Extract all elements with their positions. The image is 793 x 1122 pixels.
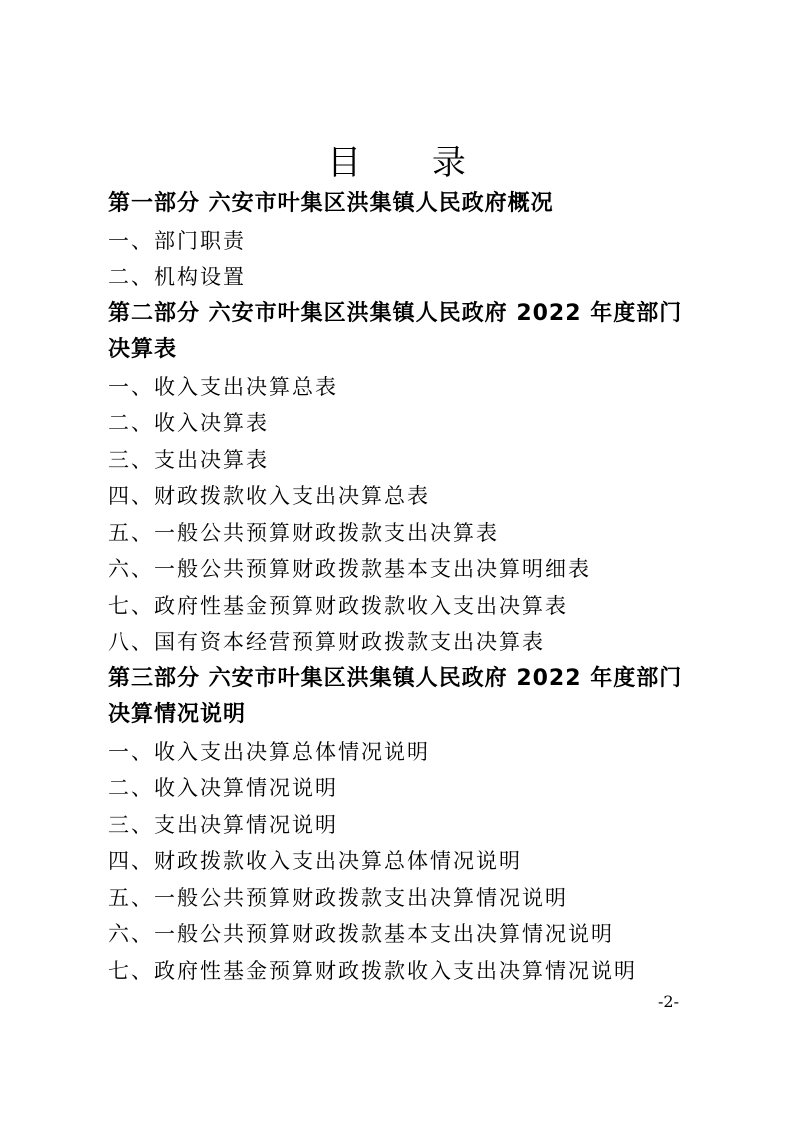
- toc-section-3: [108, 661, 698, 990]
- page-number: -2-: [658, 992, 679, 1011]
- toc-item: 五、一般公共预算财政拨款支出决算表: [108, 520, 499, 545]
- toc-item: 五、一般公共预算财政拨款支出决算情况说明: [108, 885, 568, 910]
- toc-item: 八、国有资本经营预算财政拨款支出决算表: [108, 630, 545, 654]
- section-heading-continued: 决算情况说明: [108, 702, 247, 727]
- toc-item: 四、财政拨款收入支出决算总体情况说明: [108, 849, 522, 873]
- toc-item: 六、一般公共预算财政拨款基本支出决算情况说明: [108, 922, 614, 946]
- toc-item: 二、机构设置: [108, 265, 246, 289]
- toc-item: 三、支出决算情况说明: [108, 812, 338, 837]
- toc-section-1: [108, 186, 698, 296]
- page-title: 目 录: [327, 143, 496, 183]
- toc-item: 三、支出决算表: [108, 447, 269, 472]
- section-heading: 第二部分 六安市叶集区洪集镇人民政府 2022 年度部门: [108, 300, 683, 326]
- toc-item: 二、收入决算表: [108, 411, 269, 435]
- toc-item: 一、部门职责: [108, 228, 246, 253]
- toc-item: 一、收入支出决算总体情况说明: [108, 739, 430, 764]
- toc-item: 四、财政拨款收入支出决算总表: [108, 484, 430, 508]
- section-heading-continued: 决算表: [108, 337, 178, 362]
- section-heading: 第一部分 六安市叶集区洪集镇人民政府概况: [108, 191, 554, 216]
- toc-item: 七、政府性基金预算财政拨款收入支出决算表: [108, 593, 568, 618]
- toc-item: 二、收入决算情况说明: [108, 776, 338, 800]
- toc-item: 七、政府性基金预算财政拨款收入支出决算情况说明: [108, 958, 637, 983]
- toc-section-2: [108, 296, 698, 661]
- toc-item: 六、一般公共预算财政拨款基本支出决算明细表: [108, 557, 591, 581]
- table-of-contents: [108, 186, 698, 989]
- section-heading: 第三部分 六安市叶集区洪集镇人民政府 2022 年度部门: [108, 665, 683, 691]
- toc-item: 一、收入支出决算总表: [108, 374, 338, 399]
